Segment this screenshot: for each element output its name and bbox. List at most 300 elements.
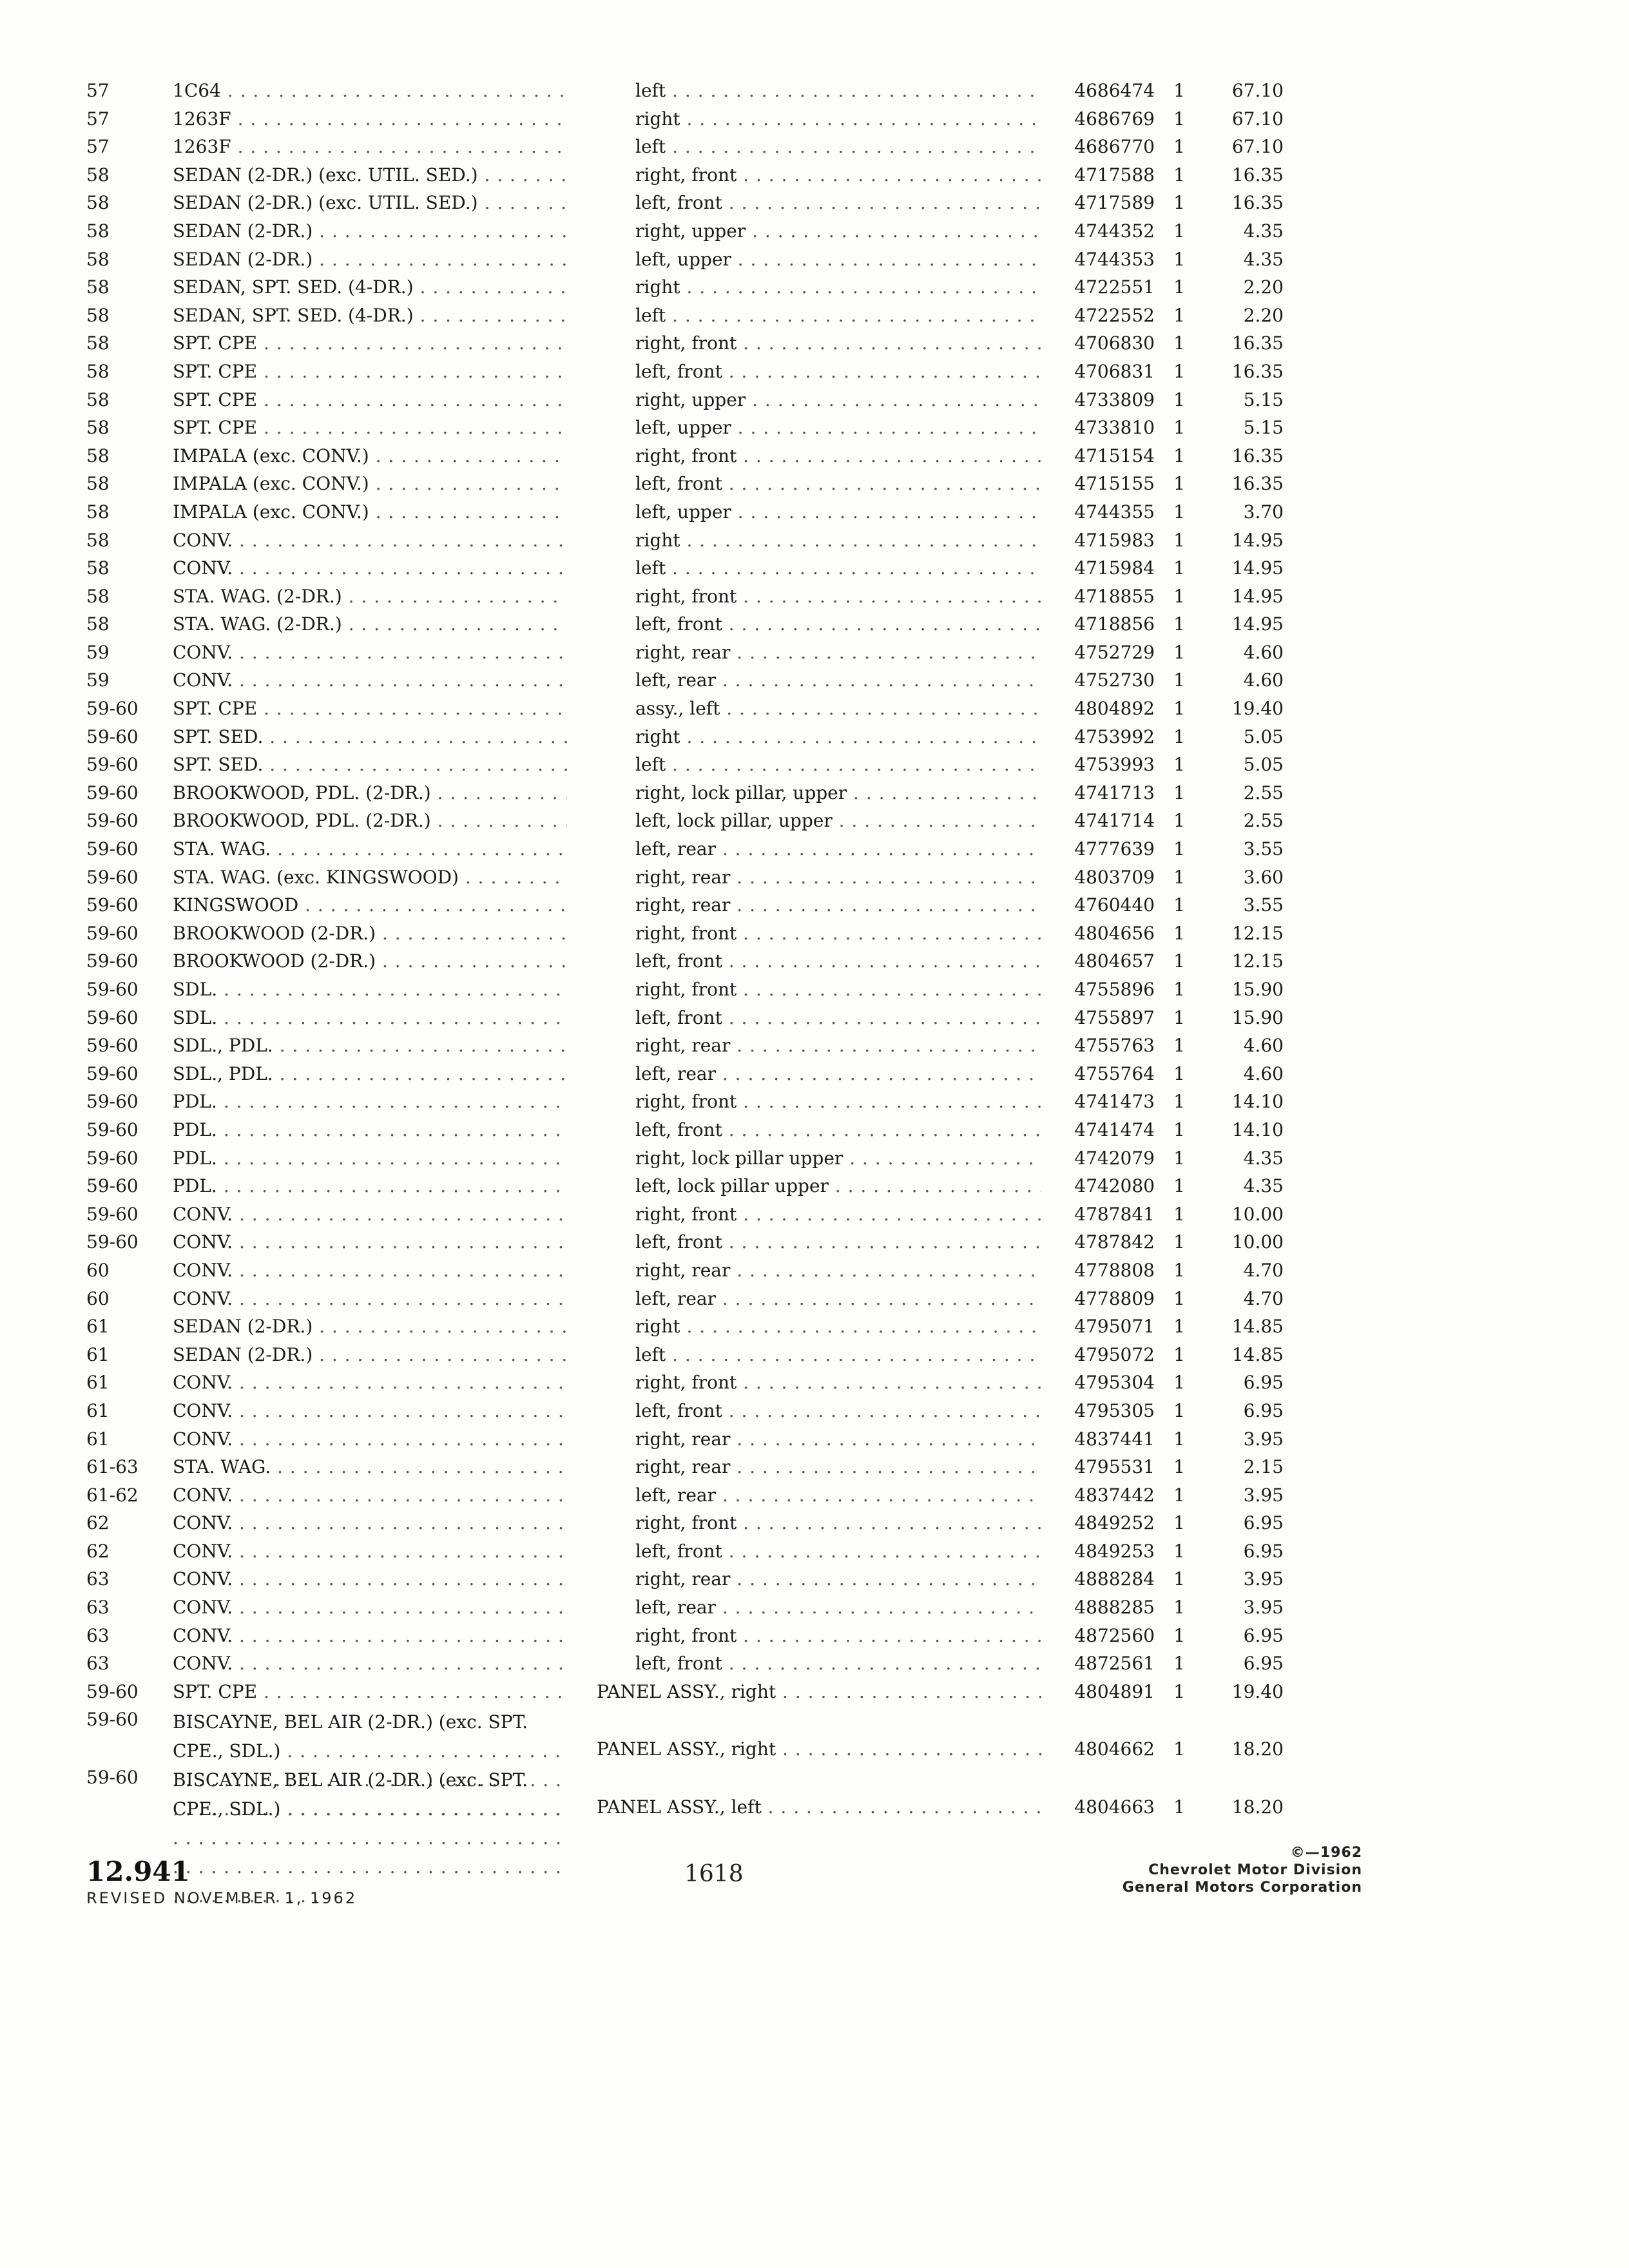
table-row xyxy=(0,1425,1629,1453)
part-number-cell: 4787842 xyxy=(1074,1231,1155,1253)
part-number-cell: 4804657 xyxy=(1074,950,1155,972)
quantity-cell: 1 xyxy=(1173,501,1185,523)
year-cell: 58 xyxy=(86,417,110,439)
part-number-cell: 4872561 xyxy=(1074,1653,1155,1675)
quantity-cell: 1 xyxy=(1173,164,1185,186)
part-number-cell: 4755764 xyxy=(1074,1062,1155,1084)
price-cell: 3.60 xyxy=(1243,866,1284,888)
table-row xyxy=(0,778,1629,807)
copyright-line: ©—1962 xyxy=(1290,1845,1362,1861)
description-cell: left, upper . . . xyxy=(635,249,1041,270)
part-number-cell: 4722552 xyxy=(1074,304,1155,326)
description-cell: left, front . . . xyxy=(635,192,1041,213)
model-cell: SPT. CPE . . . xyxy=(173,361,567,382)
quantity-cell: 1 xyxy=(1173,360,1185,382)
part-number-cell: 4752730 xyxy=(1074,669,1155,691)
description-cell: right . . . xyxy=(635,530,1041,551)
quantity-cell: 1 xyxy=(1173,1372,1185,1394)
description-cell: right, lock pillar upper . . . xyxy=(635,1148,1041,1169)
year-cell: 63 xyxy=(86,1624,110,1646)
table-row xyxy=(0,1564,1629,1593)
table-row xyxy=(0,216,1629,245)
quantity-cell: 1 xyxy=(1173,1796,1185,1818)
price-cell: 6.95 xyxy=(1243,1512,1284,1534)
price-cell: 5.15 xyxy=(1243,417,1284,439)
table-row xyxy=(0,1368,1629,1396)
model-cell: CONV. . . . xyxy=(173,642,567,663)
price-cell: 14.10 xyxy=(1231,1091,1284,1113)
quantity-cell: 1 xyxy=(1173,529,1185,551)
quantity-cell: 1 xyxy=(1173,1091,1185,1113)
year-cell: 58 xyxy=(86,192,110,214)
quantity-cell: 1 xyxy=(1173,698,1185,720)
quantity-cell: 1 xyxy=(1173,1343,1185,1365)
year-cell: 60 xyxy=(86,1259,110,1281)
price-cell: 5.05 xyxy=(1243,726,1284,747)
table-row xyxy=(0,1003,1629,1032)
quantity-cell: 1 xyxy=(1173,1653,1185,1675)
table-row xyxy=(0,750,1629,778)
price-cell: 4.70 xyxy=(1243,1287,1284,1309)
description-cell: left . . . xyxy=(635,557,1041,579)
model-cell: SDL. . . . xyxy=(173,979,567,1000)
part-number-cell: 4741714 xyxy=(1074,810,1155,832)
price-cell: 3.55 xyxy=(1243,894,1284,916)
part-number-cell: 4706830 xyxy=(1074,332,1155,354)
description-cell: right, rear . . . xyxy=(635,1260,1041,1281)
description-cell: right, front . . . xyxy=(635,1204,1041,1225)
part-number-cell: 4753993 xyxy=(1074,754,1155,776)
price-cell: 6.95 xyxy=(1243,1540,1284,1562)
model-cell: STA. WAG. . . . xyxy=(173,838,567,860)
price-cell: 19.40 xyxy=(1231,698,1284,720)
model-cell: SEDAN, SPT. SED. (4-DR.) . . . xyxy=(173,305,567,326)
table-row xyxy=(0,1481,1629,1509)
copyright-block xyxy=(1123,1844,1362,1896)
description-cell: right . . . xyxy=(635,1316,1041,1337)
model-cell: STA. WAG. (2-DR.) . . . xyxy=(173,613,567,635)
part-number-cell: 4872560 xyxy=(1074,1624,1155,1646)
model-cell: STA. WAG. (exc. KINGSWOOD) . . . xyxy=(173,867,567,888)
quantity-cell: 1 xyxy=(1173,810,1185,832)
table-row xyxy=(0,694,1629,722)
year-cell: 58 xyxy=(86,276,110,298)
price-cell: 14.95 xyxy=(1231,585,1284,607)
model-cell: SPT. CPE . . . xyxy=(173,417,567,438)
description-cell: left, rear . . . xyxy=(635,1485,1041,1506)
quantity-cell: 1 xyxy=(1173,754,1185,776)
table-row xyxy=(0,497,1629,526)
year-cell: 62 xyxy=(86,1512,110,1534)
price-cell: 16.35 xyxy=(1231,473,1284,495)
table-row xyxy=(0,188,1629,216)
model-cell: SEDAN (2-DR.) . . . xyxy=(173,1344,567,1365)
part-number-cell: 4715984 xyxy=(1074,557,1155,579)
table-row xyxy=(0,76,1629,104)
price-cell: 16.35 xyxy=(1231,360,1284,382)
description-cell: left . . . xyxy=(635,1344,1041,1365)
price-cell: 3.95 xyxy=(1243,1484,1284,1506)
quantity-cell: 1 xyxy=(1173,866,1185,888)
part-number-cell: 4804891 xyxy=(1074,1680,1155,1702)
description-cell: right, front . . . xyxy=(635,332,1041,354)
table-row xyxy=(0,469,1629,497)
year-cell: 57 xyxy=(86,136,110,158)
year-cell: 58 xyxy=(86,248,110,270)
part-number-cell: 4787841 xyxy=(1074,1203,1155,1225)
model-cell: CONV. . . . xyxy=(173,1400,567,1421)
year-cell: 59-60 xyxy=(86,1203,139,1225)
table-row xyxy=(0,1087,1629,1115)
model-cell: CONV. . . . xyxy=(173,1625,567,1646)
year-cell: 59-60 xyxy=(86,1709,139,1731)
table-row xyxy=(0,553,1629,582)
year-cell: 59-60 xyxy=(86,1119,139,1140)
model-cell: CONV. . . . xyxy=(173,1485,567,1506)
part-number-cell: 4715155 xyxy=(1074,473,1155,495)
description-cell: left, rear . . . xyxy=(635,1063,1041,1084)
quantity-cell: 1 xyxy=(1173,1512,1185,1534)
quantity-cell: 1 xyxy=(1173,276,1185,298)
price-cell: 15.90 xyxy=(1231,979,1284,1000)
year-cell: 61 xyxy=(86,1343,110,1365)
part-number-cell: 4837441 xyxy=(1074,1428,1155,1450)
part-number-cell: 4804656 xyxy=(1074,922,1155,944)
part-number-cell: 4849253 xyxy=(1074,1540,1155,1562)
price-cell: 2.20 xyxy=(1243,276,1284,298)
year-cell: 58 xyxy=(86,220,110,242)
section-number: 12.941 xyxy=(86,1856,190,1887)
quantity-cell: 1 xyxy=(1173,1316,1185,1338)
description-cell: right, rear . . . xyxy=(635,867,1041,888)
description-cell: right . . . xyxy=(635,108,1041,130)
price-cell: 4.60 xyxy=(1243,1062,1284,1084)
quantity-cell: 1 xyxy=(1173,473,1185,495)
model-cell: SPT. CPE . . . xyxy=(173,389,567,410)
table-row xyxy=(0,245,1629,273)
model-cell: SEDAN (2-DR.) . . . xyxy=(173,249,567,270)
model-cell: PDL. . . . xyxy=(173,1175,567,1196)
price-cell: 12.15 xyxy=(1231,950,1284,972)
model-cell: BROOKWOOD (2-DR.) . . . xyxy=(173,950,567,972)
description-cell: left, front . . . xyxy=(635,1119,1041,1140)
year-cell: 62 xyxy=(86,1540,110,1562)
year-cell: 59-60 xyxy=(86,1062,139,1084)
description-cell: right, rear . . . xyxy=(635,1568,1041,1590)
model-cell: SDL., PDL. . . . xyxy=(173,1063,567,1084)
table-row xyxy=(0,413,1629,441)
price-cell: 14.85 xyxy=(1231,1343,1284,1365)
table-row xyxy=(0,947,1629,975)
part-number-cell: 4753992 xyxy=(1074,726,1155,747)
model-cell: CONV. . . . xyxy=(173,1428,567,1450)
model-cell: CONV. . . . xyxy=(173,669,567,691)
year-cell: 58 xyxy=(86,389,110,410)
quantity-cell: 1 xyxy=(1173,557,1185,579)
description-cell: right, front . . . xyxy=(635,1091,1041,1112)
model-cell: BISCAYNE, BEL AIR (2-DR.) (exc. SPT. CPE., SDL.) . . . xyxy=(173,1707,567,1852)
quantity-cell: 1 xyxy=(1173,1287,1185,1309)
part-number-cell: 4718856 xyxy=(1074,613,1155,635)
description-cell: right . . . xyxy=(635,726,1041,747)
table-row xyxy=(0,975,1629,1003)
year-cell: 59-60 xyxy=(86,1035,139,1057)
model-cell: SEDAN (2-DR.) (exc. UTIL. SED.) . . . xyxy=(173,192,567,213)
model-cell: SEDAN (2-DR.) (exc. UTIL. SED.) . . . xyxy=(173,164,567,186)
part-number-cell: 4722551 xyxy=(1074,276,1155,298)
table-row xyxy=(0,834,1629,863)
quantity-cell: 1 xyxy=(1173,1597,1185,1619)
quantity-cell: 1 xyxy=(1173,1484,1185,1506)
part-number-cell: 4755763 xyxy=(1074,1035,1155,1057)
table-row xyxy=(0,1396,1629,1425)
model-cell: SPT. CPE . . . xyxy=(173,1681,567,1702)
table-row xyxy=(0,1144,1629,1172)
year-cell: 59-60 xyxy=(86,1147,139,1169)
description-cell: assy., left . . . xyxy=(635,698,1041,719)
table-row xyxy=(0,301,1629,329)
quantity-cell: 1 xyxy=(1173,613,1185,635)
description-cell: right, lock pillar, upper . . . xyxy=(635,782,1041,803)
table-row xyxy=(0,1256,1629,1284)
description-cell: PANEL ASSY., left . . . xyxy=(597,1796,1041,1818)
model-cell: 1263F . . . xyxy=(173,108,567,130)
part-number-cell: 4837442 xyxy=(1074,1484,1155,1506)
quantity-cell: 1 xyxy=(1173,417,1185,439)
model-cell: PDL. . . . xyxy=(173,1148,567,1169)
table-row xyxy=(0,132,1629,160)
price-cell: 5.15 xyxy=(1243,389,1284,410)
quantity-cell: 1 xyxy=(1173,1399,1185,1421)
quantity-cell: 1 xyxy=(1173,1175,1185,1197)
table-row xyxy=(0,104,1629,133)
model-cell: PDL. . . . xyxy=(173,1119,567,1140)
part-number-cell: 4849252 xyxy=(1074,1512,1155,1534)
quantity-cell: 1 xyxy=(1173,136,1185,158)
part-number-cell: 4795304 xyxy=(1074,1372,1155,1394)
description-cell: left, lock pillar, upper . . . xyxy=(635,810,1041,831)
year-cell: 59-60 xyxy=(86,838,139,860)
model-cell: SPT. SED. . . . xyxy=(173,726,567,747)
model-cell: CONV. . . . xyxy=(173,557,567,579)
table-row xyxy=(0,1593,1629,1621)
price-cell: 10.00 xyxy=(1231,1203,1284,1225)
price-cell: 2.15 xyxy=(1243,1456,1284,1478)
description-cell: right, upper . . . xyxy=(635,220,1041,242)
part-number-cell: 4778809 xyxy=(1074,1287,1155,1309)
model-cell: SPT. CPE . . . xyxy=(173,332,567,354)
table-row xyxy=(0,1227,1629,1256)
quantity-cell: 1 xyxy=(1173,1738,1185,1760)
model-cell: 1263F . . . xyxy=(173,136,567,157)
price-cell: 14.95 xyxy=(1231,557,1284,579)
description-cell: left, lock pillar upper . . . xyxy=(635,1175,1041,1196)
quantity-cell: 1 xyxy=(1173,1062,1185,1084)
description-cell: left, front . . . xyxy=(635,1400,1041,1421)
description-cell: right, front . . . xyxy=(635,1625,1041,1646)
model-cell: BROOKWOOD, PDL. (2-DR.) . . . xyxy=(173,782,567,803)
quantity-cell: 1 xyxy=(1173,1568,1185,1590)
year-cell: 58 xyxy=(86,529,110,551)
model-cell: IMPALA (exc. CONV.) . . . xyxy=(173,473,567,494)
year-cell: 59-60 xyxy=(86,726,139,747)
quantity-cell: 1 xyxy=(1173,585,1185,607)
year-cell: 59-60 xyxy=(86,810,139,832)
year-cell: 61 xyxy=(86,1399,110,1421)
quantity-cell: 1 xyxy=(1173,1119,1185,1140)
price-cell: 16.35 xyxy=(1231,332,1284,354)
corporation-line: General Motors Corporation xyxy=(1122,1879,1362,1896)
table-row xyxy=(0,1171,1629,1200)
description-cell: left, front . . . xyxy=(635,1653,1041,1674)
year-cell: 59-60 xyxy=(86,950,139,972)
table-row xyxy=(0,1031,1629,1059)
table-row xyxy=(0,582,1629,610)
description-cell: right, front . . . xyxy=(635,586,1041,607)
quantity-cell: 1 xyxy=(1173,1035,1185,1057)
table-row xyxy=(0,273,1629,301)
quantity-cell: 1 xyxy=(1173,1259,1185,1281)
year-cell: 58 xyxy=(86,332,110,354)
description-cell: left, front . . . xyxy=(635,1541,1041,1562)
year-cell: 63 xyxy=(86,1653,110,1675)
quantity-cell: 1 xyxy=(1173,304,1185,326)
part-number-cell: 4686474 xyxy=(1074,80,1155,101)
description-cell: right, front . . . xyxy=(635,1512,1041,1533)
quantity-cell: 1 xyxy=(1173,248,1185,270)
price-cell: 4.70 xyxy=(1243,1259,1284,1281)
year-cell: 59-60 xyxy=(86,1006,139,1028)
quantity-cell: 1 xyxy=(1173,726,1185,747)
part-number-cell: 4752729 xyxy=(1074,641,1155,663)
year-cell: 59-60 xyxy=(86,1680,139,1702)
table-row xyxy=(0,160,1629,189)
quantity-cell: 1 xyxy=(1173,1428,1185,1450)
year-cell: 59-60 xyxy=(86,894,139,916)
price-cell: 6.95 xyxy=(1243,1653,1284,1675)
price-cell: 19.40 xyxy=(1231,1680,1284,1702)
model-cell: IMPALA (exc. CONV.) . . . xyxy=(173,445,567,466)
year-cell: 60 xyxy=(86,1287,110,1309)
quantity-cell: 1 xyxy=(1173,641,1185,663)
quantity-cell: 1 xyxy=(1173,979,1185,1000)
description-cell: right, rear . . . xyxy=(635,642,1041,663)
model-cell: SEDAN, SPT. SED. (4-DR.) . . . xyxy=(173,276,567,298)
model-cell: CONV. . . . xyxy=(173,1597,567,1618)
price-cell: 16.35 xyxy=(1231,164,1284,186)
model-cell: CONV. . . . xyxy=(173,1372,567,1393)
price-cell: 15.90 xyxy=(1231,1006,1284,1028)
table-row xyxy=(0,919,1629,947)
year-cell: 59 xyxy=(86,641,110,663)
quantity-cell: 1 xyxy=(1173,1231,1185,1253)
table-row xyxy=(0,638,1629,666)
model-cell: CONV. . . . xyxy=(173,1512,567,1533)
price-cell: 67.10 xyxy=(1231,80,1284,101)
model-cell: BROOKWOOD (2-DR.) . . . xyxy=(173,923,567,944)
table-row xyxy=(0,890,1629,919)
quantity-cell: 1 xyxy=(1173,950,1185,972)
year-cell: 59-60 xyxy=(86,1175,139,1197)
description-cell: left . . . xyxy=(635,136,1041,157)
price-cell: 12.15 xyxy=(1231,922,1284,944)
table-row xyxy=(0,1705,1629,1763)
description-cell: left, front . . . xyxy=(635,613,1041,635)
part-number-cell: 4804892 xyxy=(1074,698,1155,720)
description-cell: right . . . xyxy=(635,276,1041,298)
year-cell: 59-60 xyxy=(86,1231,139,1253)
model-cell: PDL. . . . xyxy=(173,1091,567,1112)
price-cell: 2.55 xyxy=(1243,810,1284,832)
model-cell: CONV. . . . xyxy=(173,1568,567,1590)
division-line: Chevrolet Motor Division xyxy=(1148,1862,1362,1878)
model-cell: CONV. . . . xyxy=(173,1541,567,1562)
table-row xyxy=(0,1284,1629,1312)
parts-list xyxy=(0,76,1629,1821)
part-number-cell: 4804662 xyxy=(1074,1738,1155,1760)
model-cell: SDL. . . . xyxy=(173,1007,567,1028)
year-cell: 63 xyxy=(86,1568,110,1590)
model-cell: SPT. CPE . . . xyxy=(173,698,567,719)
description-cell: right, front . . . xyxy=(635,164,1041,186)
model-cell: CONV. . . . xyxy=(173,1260,567,1281)
description-cell: right, front . . . xyxy=(635,1372,1041,1393)
model-cell: KINGSWOOD . . . xyxy=(173,894,567,916)
table-row xyxy=(0,1677,1629,1706)
part-number-cell: 4742080 xyxy=(1074,1175,1155,1197)
year-cell: 58 xyxy=(86,360,110,382)
part-number-cell: 4795071 xyxy=(1074,1316,1155,1338)
description-cell: left, rear . . . xyxy=(635,1597,1041,1618)
part-number-cell: 4741713 xyxy=(1074,782,1155,803)
part-number-cell: 4741473 xyxy=(1074,1091,1155,1113)
part-number-cell: 4760440 xyxy=(1074,894,1155,916)
part-number-cell: 4803709 xyxy=(1074,866,1155,888)
price-cell: 18.20 xyxy=(1231,1738,1284,1760)
part-number-cell: 4733810 xyxy=(1074,417,1155,439)
quantity-cell: 1 xyxy=(1173,1680,1185,1702)
table-row xyxy=(0,1537,1629,1565)
price-cell: 3.95 xyxy=(1243,1568,1284,1590)
quantity-cell: 1 xyxy=(1173,389,1185,410)
table-row xyxy=(0,863,1629,891)
part-number-cell: 4686770 xyxy=(1074,136,1155,158)
table-row xyxy=(0,1059,1629,1088)
quantity-cell: 1 xyxy=(1173,108,1185,130)
year-cell: 57 xyxy=(86,108,110,130)
price-cell: 4.60 xyxy=(1243,1035,1284,1057)
table-row xyxy=(0,1452,1629,1481)
part-number-cell: 4686769 xyxy=(1074,108,1155,130)
description-cell: right, front . . . xyxy=(635,923,1041,944)
part-number-cell: 4715983 xyxy=(1074,529,1155,551)
quantity-cell: 1 xyxy=(1173,1203,1185,1225)
part-number-cell: 4744355 xyxy=(1074,501,1155,523)
year-cell: 59 xyxy=(86,669,110,691)
year-cell: 58 xyxy=(86,304,110,326)
description-cell: left, rear . . . xyxy=(635,1288,1041,1309)
description-cell: left, rear . . . xyxy=(635,838,1041,860)
price-cell: 14.95 xyxy=(1231,613,1284,635)
model-cell: SDL., PDL. . . . xyxy=(173,1035,567,1056)
model-cell: CONV. . . . xyxy=(173,1231,567,1253)
description-cell: left, front . . . xyxy=(635,1007,1041,1028)
price-cell: 5.05 xyxy=(1243,754,1284,776)
part-number-cell: 4778808 xyxy=(1074,1259,1155,1281)
quantity-cell: 1 xyxy=(1173,1540,1185,1562)
part-number-cell: 4744353 xyxy=(1074,248,1155,270)
year-cell: 61 xyxy=(86,1372,110,1394)
